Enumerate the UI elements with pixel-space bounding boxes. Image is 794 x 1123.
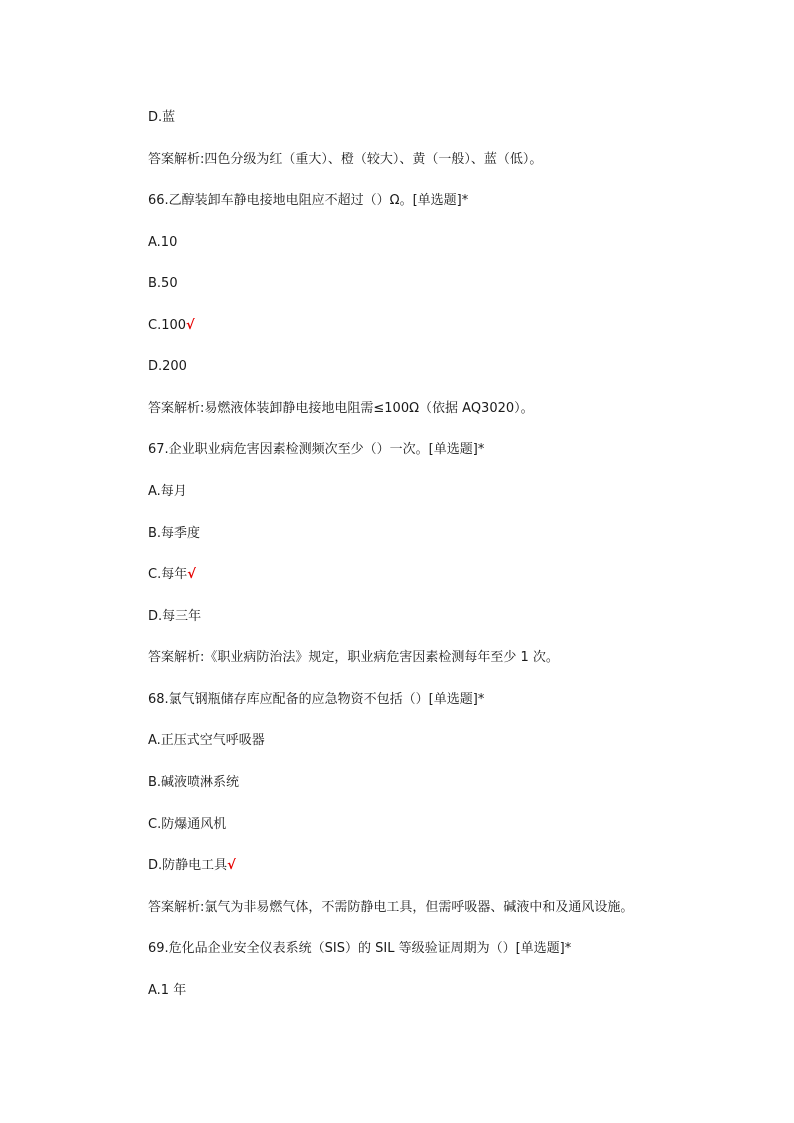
option-line: B.碱液喷淋系统 (148, 775, 240, 790)
option-line: D.每三年 (148, 609, 202, 624)
option-line: D.蓝 (148, 110, 176, 125)
option-line-correct: C.每年√ (148, 567, 196, 582)
option-line-correct: C.100√ (148, 318, 195, 333)
question-66: 66.乙醇装卸车静电接地电阻应不超过（）Ω。[单选题]* (148, 193, 469, 208)
answer-explanation: 答案解析:氯气为非易燃气体，不需防静电工具，但需呼吸器、碱液中和及通风设施。 (148, 900, 634, 915)
option-line: C.防爆通风机 (148, 817, 227, 832)
option-line: A.正压式空气呼吸器 (148, 733, 265, 748)
option-line: A.每月 (148, 484, 187, 499)
answer-explanation: 答案解析:易燃液体装卸静电接地电阻需≤100Ω（依据 AQ3020）。 (148, 401, 534, 416)
option-line: B.每季度 (148, 526, 201, 541)
question-69: 69.危化品企业安全仪表系统（SIS）的 SIL 等级验证周期为（）[单选题]* (148, 941, 572, 956)
option-line-correct: D.防静电工具√ (148, 858, 236, 873)
check-mark-icon: √ (187, 567, 196, 582)
option-line: B.50 (148, 276, 178, 291)
check-mark-icon: √ (186, 318, 195, 333)
option-line: D.200 (148, 359, 187, 374)
question-68: 68.氯气钢瓶储存库应配备的应急物资不包括（）[单选题]* (148, 692, 485, 707)
answer-explanation: 答案解析:四色分级为红（重大）、橙（较大）、黄（一般）、蓝（低）。 (148, 152, 543, 167)
answer-explanation: 答案解析:《职业病防治法》规定，职业病危害因素检测每年至少 1 次。 (148, 650, 559, 665)
check-mark-icon: √ (227, 858, 236, 873)
option-line: A.1 年 (148, 983, 187, 998)
question-67: 67.企业职业病危害因素检测频次至少（）一次。[单选题]* (148, 442, 485, 457)
option-line: A.10 (148, 235, 178, 250)
